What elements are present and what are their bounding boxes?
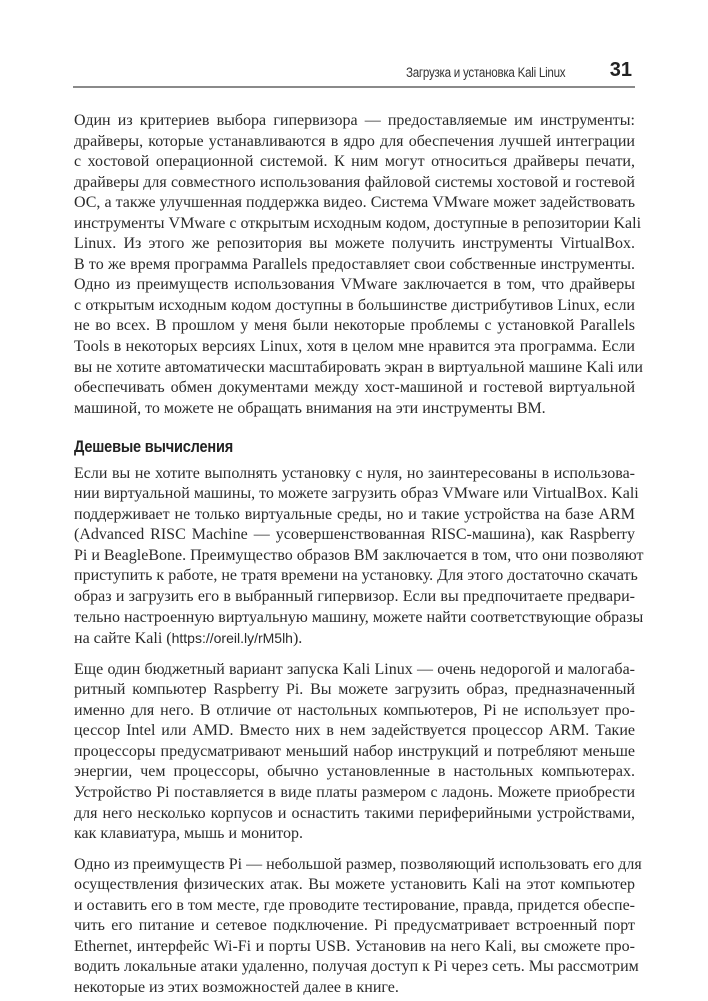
text-line: и оставить его в том месте, где проводите тестирование, правда, придется обеспе- [74, 896, 635, 914]
text-line: драйверы, которые устанавливаются в ядро для обеспечения лучшей интеграции [74, 132, 635, 150]
text-line: не во всех. В прошлом у меня были некоторые проблемы с установкой Parallels [74, 317, 635, 335]
paragraph-hypervisor-tools [74, 111, 643, 419]
text-line: поддерживает не только виртуальные среды, но и такие устройства на базе ARM [74, 505, 635, 523]
text-line: именно для него. В отличие от настольных компьютеров, Pi не использует про- [74, 701, 635, 719]
text-line: Одно из преимуществ Pi — небольшой размер, позволяющий использовать его для [74, 855, 642, 873]
text-line: драйверы для совместного использования файловой системы хостовой и гостевой [74, 173, 635, 191]
text-line: чить его питание и сетевое подключение. Pi предусматривает встроенный порт [74, 917, 635, 935]
text-line: водить локальные атаки удаленно, получая доступ к Pi через сеть. Мы рассмотрим [74, 958, 639, 976]
text-fragment: на сайте Kali ( [74, 630, 172, 648]
text-line: Если вы не хотите выполнять установку с нуля, но заинтересованы в использова- [74, 464, 635, 482]
text-line: В то же время программа Parallels предоставляет свои собственные инструменты. [74, 255, 635, 273]
text-line: (Advanced RISC Machine — усовершенствованная RISC-машина), как Raspberry [74, 526, 635, 544]
text-fragment: ). [292, 630, 303, 648]
running-title: Загрузка и установка Kali Linux [405, 65, 565, 80]
running-header [73, 56, 635, 88]
page-number: 31 [609, 59, 632, 81]
text-line [74, 628, 635, 650]
text-line: обеспечивать обмен документами между хост-машиной и гостевой виртуальной [74, 379, 635, 397]
text-line: как клавиатура, мышь и монитор. [74, 825, 304, 843]
text-line: Один из критериев выбора гипервизора — предоставляемые им инструменты: [74, 112, 635, 129]
paragraph-spacer [74, 845, 635, 855]
section-heading: Дешевые вычисления [74, 438, 234, 457]
kali-images-link[interactable]: https://oreil.ly/rM5lh [171, 630, 293, 647]
page-body [74, 111, 644, 998]
text-line: Одно из преимуществ использования VMware заключается в том, что драйверы [74, 276, 635, 294]
text-line: Ethernet, интерфейс Wi-Fi и порты USB. Установив на него Kali, вы сможете про- [74, 937, 635, 955]
text-line: тельно настроенную виртуальную машину, можете найти соответствующие образы [74, 608, 644, 626]
text-line: вы не хотите автоматически масштабировать экран в виртуальной машине Kali или [74, 358, 643, 376]
text-line: инструменты VMware с открытым исходным кодом, доступные в репозитории Kali [74, 214, 642, 232]
text-line: Linux. Из этого же репозитория вы можете получить инструменты VirtualBox. [74, 235, 635, 253]
paragraph-pi-advantages [74, 855, 642, 999]
text-line: цессор Intel или AMD. Вместо них в нем задействуется процессор ARM. Такие [74, 722, 635, 740]
text-line: образ и загрузить его в выбранный гипервизор. Если вы предпочитаете предвари- [74, 588, 635, 606]
text-line: Устройство Pi поставляется в виде платы размером с ладонь. Можете приобрести [74, 783, 635, 801]
text-line: Tools в некоторых версиях Linux, хотя в целом мне нравится эта программа. Если [74, 338, 635, 356]
text-line: машиной, то можете не обращать внимания на эти инструменты ВМ. [74, 399, 546, 417]
text-line: нии виртуальной машины, то можете загрузить образ VMware или VirtualBox. Kali [74, 485, 639, 503]
text-line: Pi и BeagleBone. Преимущество образов ВМ заключается в том, что они позволяют [74, 546, 644, 564]
text-line: с хостовой операционной системой. К ним могут относиться драйверы печати, [74, 153, 635, 171]
text-line: некоторые из этих возможностей далее в книге. [74, 978, 399, 996]
text-line: осуществления физических атак. Вы можете установить Kali на этот компьютер [74, 876, 635, 894]
text-line: энергии, чем процессоры, обычно установленные в настольных компьютерах. [74, 763, 635, 781]
text-line: приступить к работе, не тратя времени на установку. Для этого достаточно скачать [74, 567, 638, 585]
text-line: с открытым исходным кодом доступны в большинстве дистрибутивов Linux, если [74, 296, 635, 314]
paragraph-spacer [74, 650, 635, 660]
paragraph-vm-images [74, 464, 644, 650]
text-line: для него несколько корпусов и оснастить такими периферийными устройствами, [74, 804, 635, 822]
paragraph-raspberry-pi [74, 660, 635, 845]
text-line: процессоры предусматривают меньший набор инструкций и потребляют меньше [74, 742, 635, 760]
text-line: ритный компьютер Raspberry Pi. Вы можете загрузить образ, предназначенный [74, 681, 635, 699]
text-line: ОС, а также улучшенная поддержка видео. Система VMware может задействовать [74, 194, 635, 212]
text-line: Еще один бюджетный вариант запуска Kali Linux — очень недорогой и малогаба- [74, 660, 635, 678]
